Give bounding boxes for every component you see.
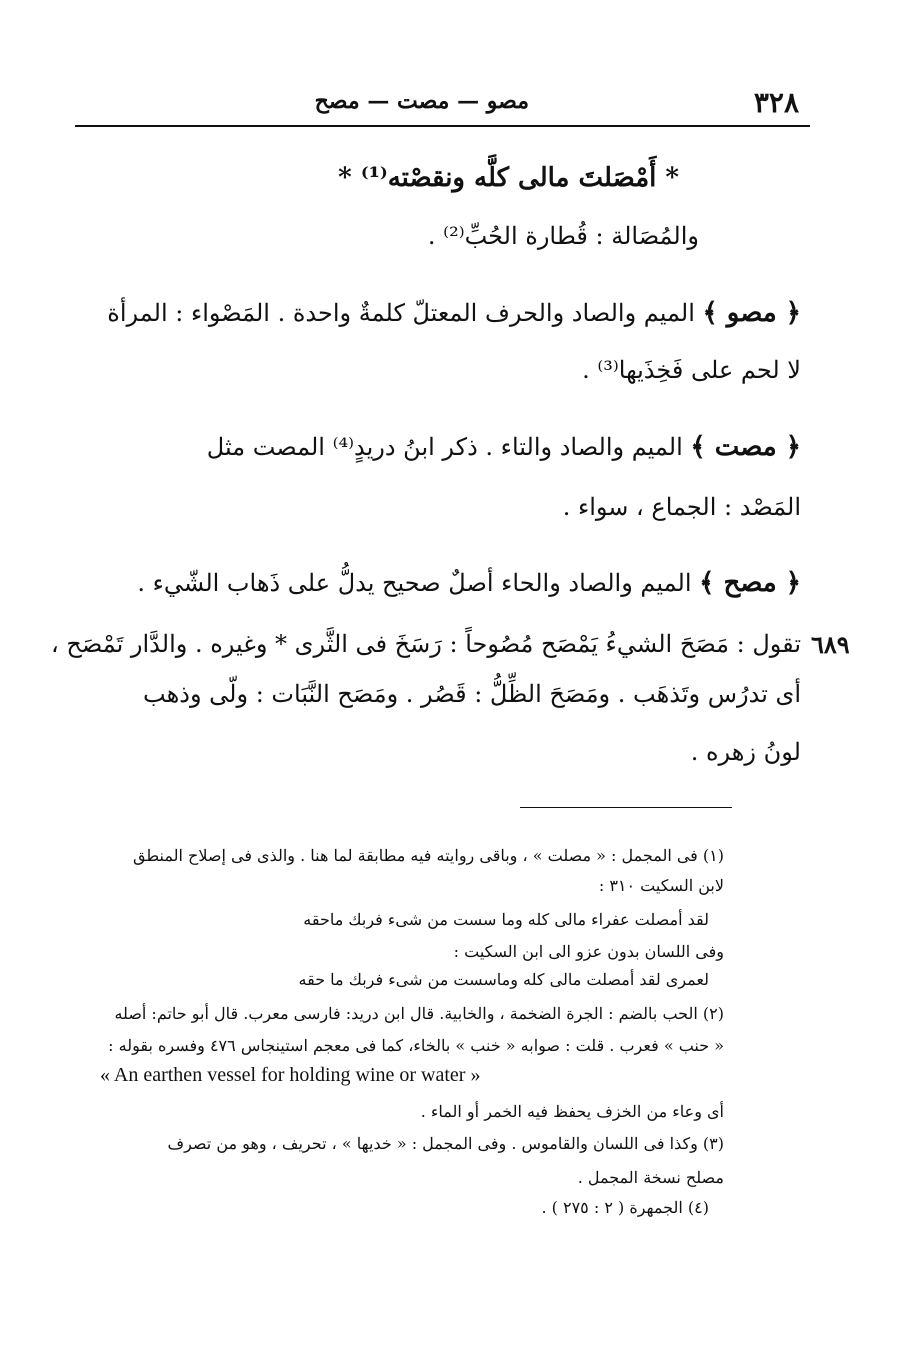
entry-text: الميم والصاد والحرف المعتلّ كلمةٌ واحدة . المَصْواء : المرأة bbox=[107, 299, 695, 327]
footnote-line: (٣) وكذا فى اللسان والقاموس . وفى المجمل : « خديها » ، تحريف ، وهو من تصرف bbox=[167, 1134, 724, 1153]
header-rule bbox=[75, 125, 810, 127]
entry-masw-line-1 bbox=[107, 298, 801, 328]
footnote-line: « حنب » فعرب . قلت : صوابه « خنب » بالخاء، كما فى معجم استينجاس ٤٧٦ وفسره بقوله : bbox=[108, 1036, 724, 1055]
running-head: مصو — مصت — مصح bbox=[314, 88, 529, 114]
footnote-line: مصلح نسخة المجمل . bbox=[577, 1168, 724, 1187]
footnote-line: (٢) الحب بالضم : الجرة الضخمة ، والخابية. قال ابن دريد: فارسى معرب. قال أبو حاتم: أصله bbox=[114, 1004, 724, 1023]
entry-masw-line-2: لا لحم على فَخِذَيها⁽³⁾ . bbox=[582, 356, 801, 384]
margin-number: ٦٨٩ bbox=[811, 630, 850, 659]
footnote-english-gloss: « An earthen vessel for holding wine or water » bbox=[100, 1064, 481, 1086]
entry-headword: ﴿ مصت ﴾ bbox=[690, 432, 801, 462]
footnote-verse: لعمرى لقد أمصلت مالى كله وماسست من شىء فربك ما حقه bbox=[298, 970, 709, 989]
entry-masah-line-4: لونُ زهره . bbox=[690, 738, 801, 766]
entry-masah-line-3: أى تدرُس وتَذهَب . ومَصَحَ الظِّلُّ : قَصُر . ومَصَح النَّبَات : ولّى وذهب bbox=[143, 680, 801, 708]
entry-mast-line-2: المَصْد : الجماع ، سواء . bbox=[562, 493, 801, 521]
entry-text: الميم والصاد والتاء . ذكر ابنُ دريدٍ⁽⁴⁾ المصت مثل bbox=[206, 433, 683, 461]
footnote-line: (٤) الجمهرة ( ٢ : ٢٧٥ ) . bbox=[541, 1198, 709, 1217]
footnote-line: وفى اللسان بدون عزو الى ابن السكيت : bbox=[453, 942, 724, 961]
entry-masah-line-2: تقول : مَصَحَ الشيءُ يَمْصَح مُصُوحاً : رَسَخَ فى الثَّرى * وغيره . والدَّار تَمْصَح ، bbox=[51, 630, 801, 658]
footnote-line: أى وعاء من الخزف يحفظ فيه الخمر أو الماء . bbox=[420, 1102, 724, 1121]
footnote-line: لابن السكيت ٣١٠ : bbox=[598, 876, 724, 895]
entry-headword: ﴿ مصح ﴾ bbox=[699, 568, 801, 598]
entry-headword: ﴿ مصو ﴾ bbox=[702, 298, 801, 328]
gloss-line: والمُصَالة : قُطارة الحُبِّ⁽²⁾ . bbox=[427, 222, 699, 250]
entry-mast-line-1 bbox=[207, 432, 801, 462]
entry-masah-line-1 bbox=[137, 568, 801, 598]
footnote-verse: لقد أمصلت عفراء مالى كله وما سست من شىء فربك ماحقه bbox=[303, 910, 709, 929]
footnote-rule bbox=[520, 807, 732, 808]
entry-text: الميم والصاد والحاء أصلٌ صحيح يدلُّ على ذَهاب الشّيء . bbox=[137, 569, 692, 597]
verse-line: * أَمْصَلتَ مالى كلَّه ونقصْته⁽¹⁾ * bbox=[338, 163, 679, 193]
footnote-line: (١) فى المجمل : « مصلت » ، وباقى روايته فيه مطابقة لما هنا . والذى فى إصلاح المنطق bbox=[133, 846, 724, 865]
page-number: ٣٢٨ bbox=[753, 86, 799, 119]
